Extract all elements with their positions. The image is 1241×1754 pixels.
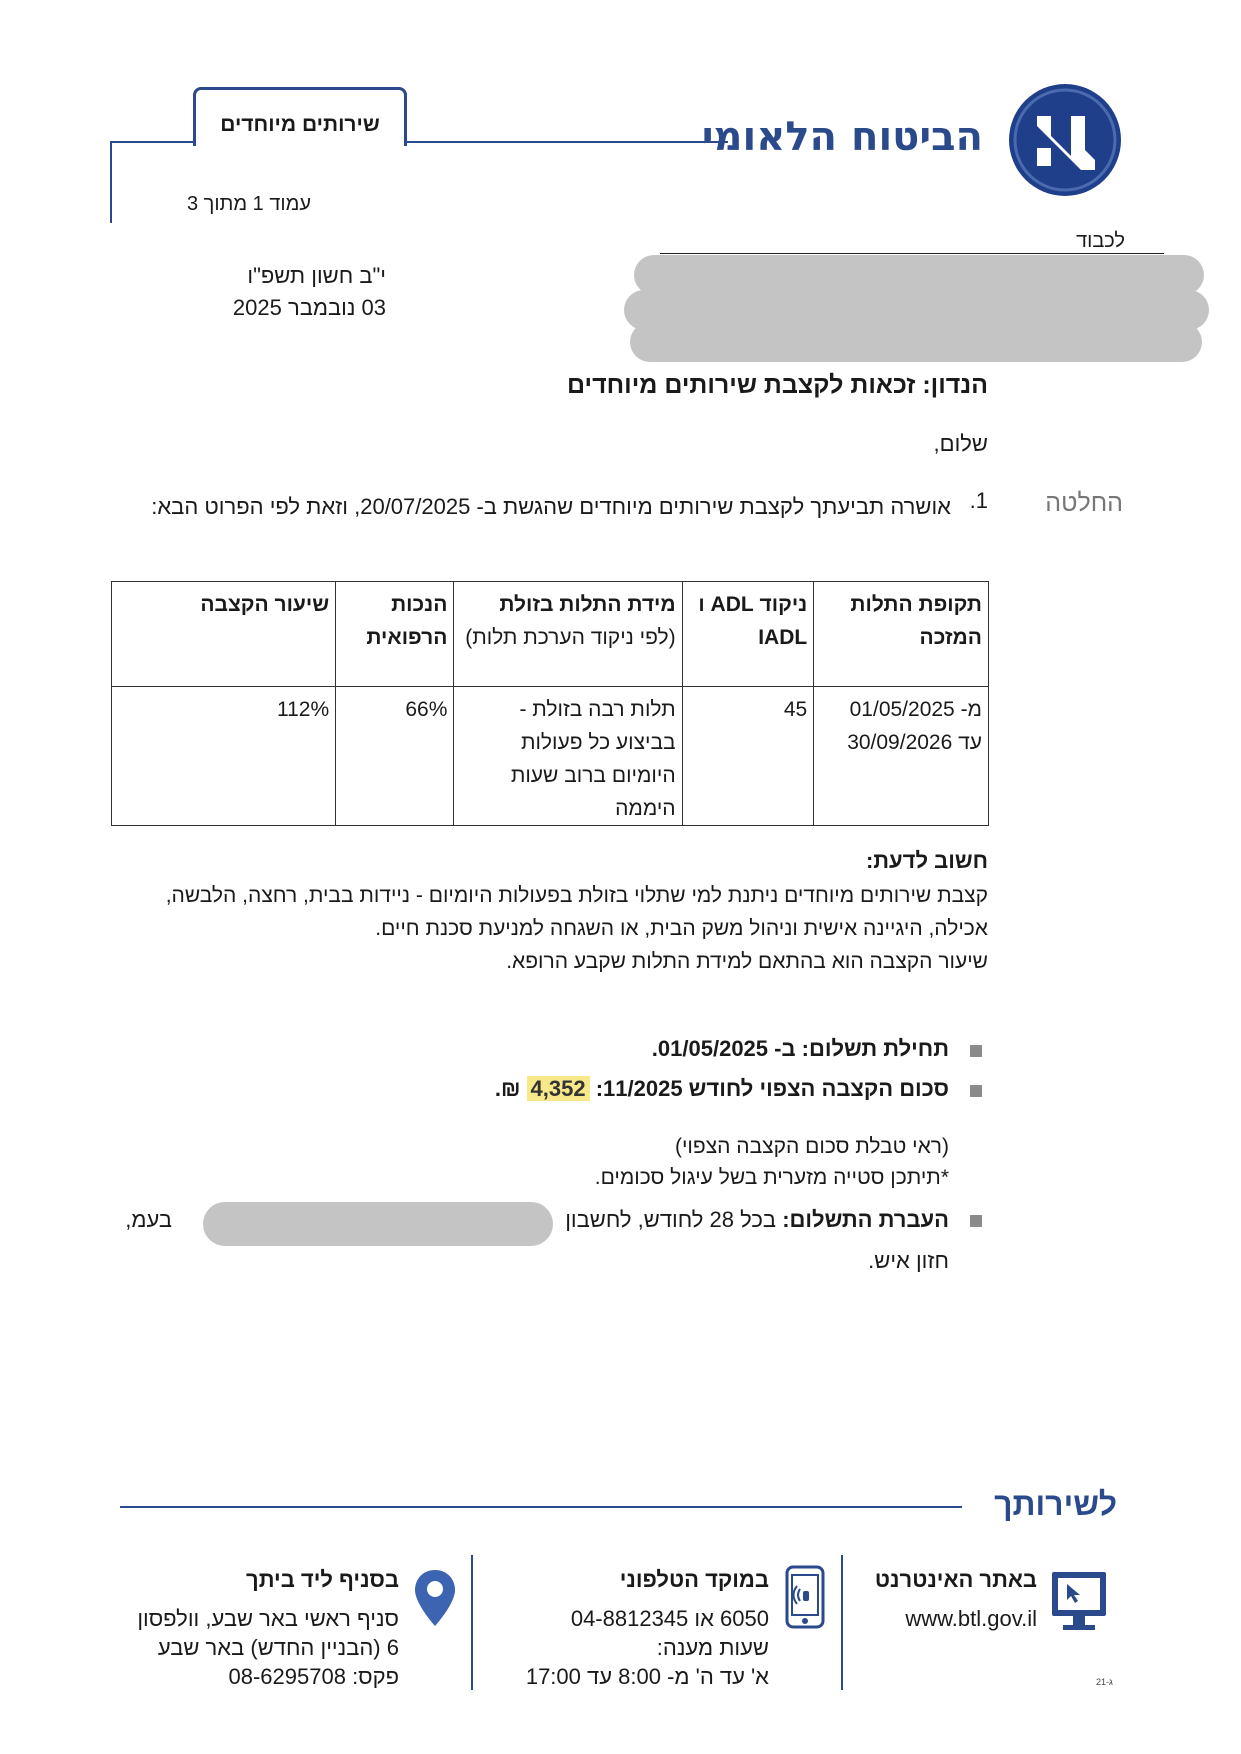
location-pin-icon xyxy=(413,1568,457,1628)
cell-period xyxy=(814,687,989,826)
important-line: שיעור הקצבה הוא בהתאם למידת התלות שקבע הרופא. xyxy=(506,950,988,973)
transfer-text: בכל 28 לחודש, לחשבון xyxy=(565,1207,777,1232)
header-divider-right xyxy=(403,141,728,143)
amount-value: 4,352 xyxy=(527,1076,590,1101)
header-rate: שיעור הקצבה xyxy=(112,582,336,687)
internet-title: באתר האינטרנט xyxy=(874,1567,1037,1592)
branch-fax: פקס: 08-6295708 xyxy=(228,1664,399,1689)
header-dependency-main: מידת התלות בזולת xyxy=(499,593,676,616)
amount-note: (ראי טבלת סכום הקצבה הצפוי) xyxy=(674,1135,949,1158)
footer-divider xyxy=(120,1506,962,1508)
bullet-marker xyxy=(970,1215,982,1227)
transfer-suffix: בעמ, xyxy=(125,1207,172,1232)
phone-center-title: במוקד הטלפוני xyxy=(619,1567,769,1592)
payment-transfer xyxy=(565,1207,949,1233)
footer-column-separator xyxy=(841,1555,843,1690)
footer-column-separator xyxy=(471,1555,473,1690)
hours-value: א' עד ה' מ- 8:00 עד 17:00 xyxy=(525,1664,769,1689)
branch-address-line: סניף ראשי באר שבע, וולפסון xyxy=(137,1606,399,1631)
bullet-marker xyxy=(970,1045,982,1057)
table-header-row xyxy=(112,582,989,687)
cell-disability: 66% xyxy=(336,687,454,826)
dept-tab-label: שירותים מיוחדים xyxy=(220,113,380,136)
important-line: קצבת שירותים מיוחדים ניתנת למי שתלוי בזולת בפעולות היומיום - ניידות בבית, רחצה, הלבשה, אכילה, היגיינה אישית וניהול משק הבית, או השגחה למניעת סכנת חיים. xyxy=(165,884,988,940)
period-to: עד 30/09/2026 xyxy=(847,731,982,754)
branch-address-line: 6 (הבניין החדש) באר שבע xyxy=(157,1635,399,1660)
table-row xyxy=(112,687,989,826)
org-name: הביטוח הלאומי xyxy=(701,114,983,160)
cell-rate: 112% xyxy=(112,687,336,826)
phone-numbers: 6050 או 04-8812345 xyxy=(570,1606,769,1631)
important-title: חשוב לדעת: xyxy=(865,848,988,873)
redaction-block xyxy=(203,1202,553,1246)
transfer-line2: חזון איש. xyxy=(868,1248,949,1273)
header-dependency xyxy=(454,582,682,687)
transfer-label: העברת התשלום: xyxy=(782,1207,949,1232)
hours-label: שעות מענה: xyxy=(656,1635,769,1660)
header-vertical-divider xyxy=(110,141,112,223)
cell-dependency: תלות רבה בזולת - בביצוע כל פעולות היומיום ברוב שעות היממה xyxy=(454,687,682,826)
bullet-marker xyxy=(970,1085,982,1097)
recipient-underline xyxy=(660,253,1164,254)
amount-prefix: סכום הקצבה הצפוי לחודש 11/2025: xyxy=(595,1076,949,1101)
rounding-note: *תיתכן סטייה מזערית בשל עיגול סכומים. xyxy=(594,1166,949,1189)
header-period: תקופת התלות המזכה xyxy=(814,582,989,687)
period-from: מ- 01/05/2025 xyxy=(849,698,982,721)
phone-icon xyxy=(785,1565,825,1629)
header-divider-left xyxy=(110,141,195,143)
approval-paragraph: אושרה תביעתך לקצבת שירותים מיוחדים שהגשת ב- 20/07/2025, וזאת לפי הפרוט הבא: xyxy=(151,494,951,519)
paragraph-number: 1. xyxy=(969,488,988,513)
date-hebrew: י"ב חשון תשפ"ו xyxy=(247,263,386,288)
date-gregorian: 03 נובמבר 2025 xyxy=(232,295,386,320)
expected-amount xyxy=(495,1076,949,1102)
decision-table xyxy=(111,581,989,826)
cell-adl: 45 xyxy=(682,687,814,826)
form-code: ג-21 xyxy=(1096,1677,1113,1687)
national-insurance-logo xyxy=(1007,82,1123,198)
greeting: שלום, xyxy=(933,431,988,456)
important-text xyxy=(138,879,988,978)
header-disability: הנכות הרפואית xyxy=(336,582,454,687)
recipient-label: לכבוד xyxy=(1076,230,1125,252)
header-adl: ניקוד ADL ו IADL xyxy=(682,582,814,687)
redaction-block xyxy=(630,322,1202,362)
page-counter: עמוד 1 מתוך 3 xyxy=(186,193,311,215)
monitor-icon xyxy=(1049,1569,1109,1635)
letter-subject: הנדון: זכאות לקצבת שירותים מיוחדים xyxy=(567,371,988,399)
footer-title: לשירותך xyxy=(994,1486,1117,1522)
website-link[interactable]: www.btl.gov.il xyxy=(905,1606,1037,1631)
section-side-label: החלטה xyxy=(1045,489,1123,517)
redaction-block xyxy=(634,255,1204,295)
header-dependency-note: (לפי ניקוד הערכת תלות) xyxy=(465,626,676,649)
branch-title: בסניף ליד ביתך xyxy=(246,1567,399,1592)
amount-currency: ₪. xyxy=(494,1076,521,1101)
payment-start: תחילת תשלום: ב- 01/05/2025. xyxy=(651,1036,949,1061)
